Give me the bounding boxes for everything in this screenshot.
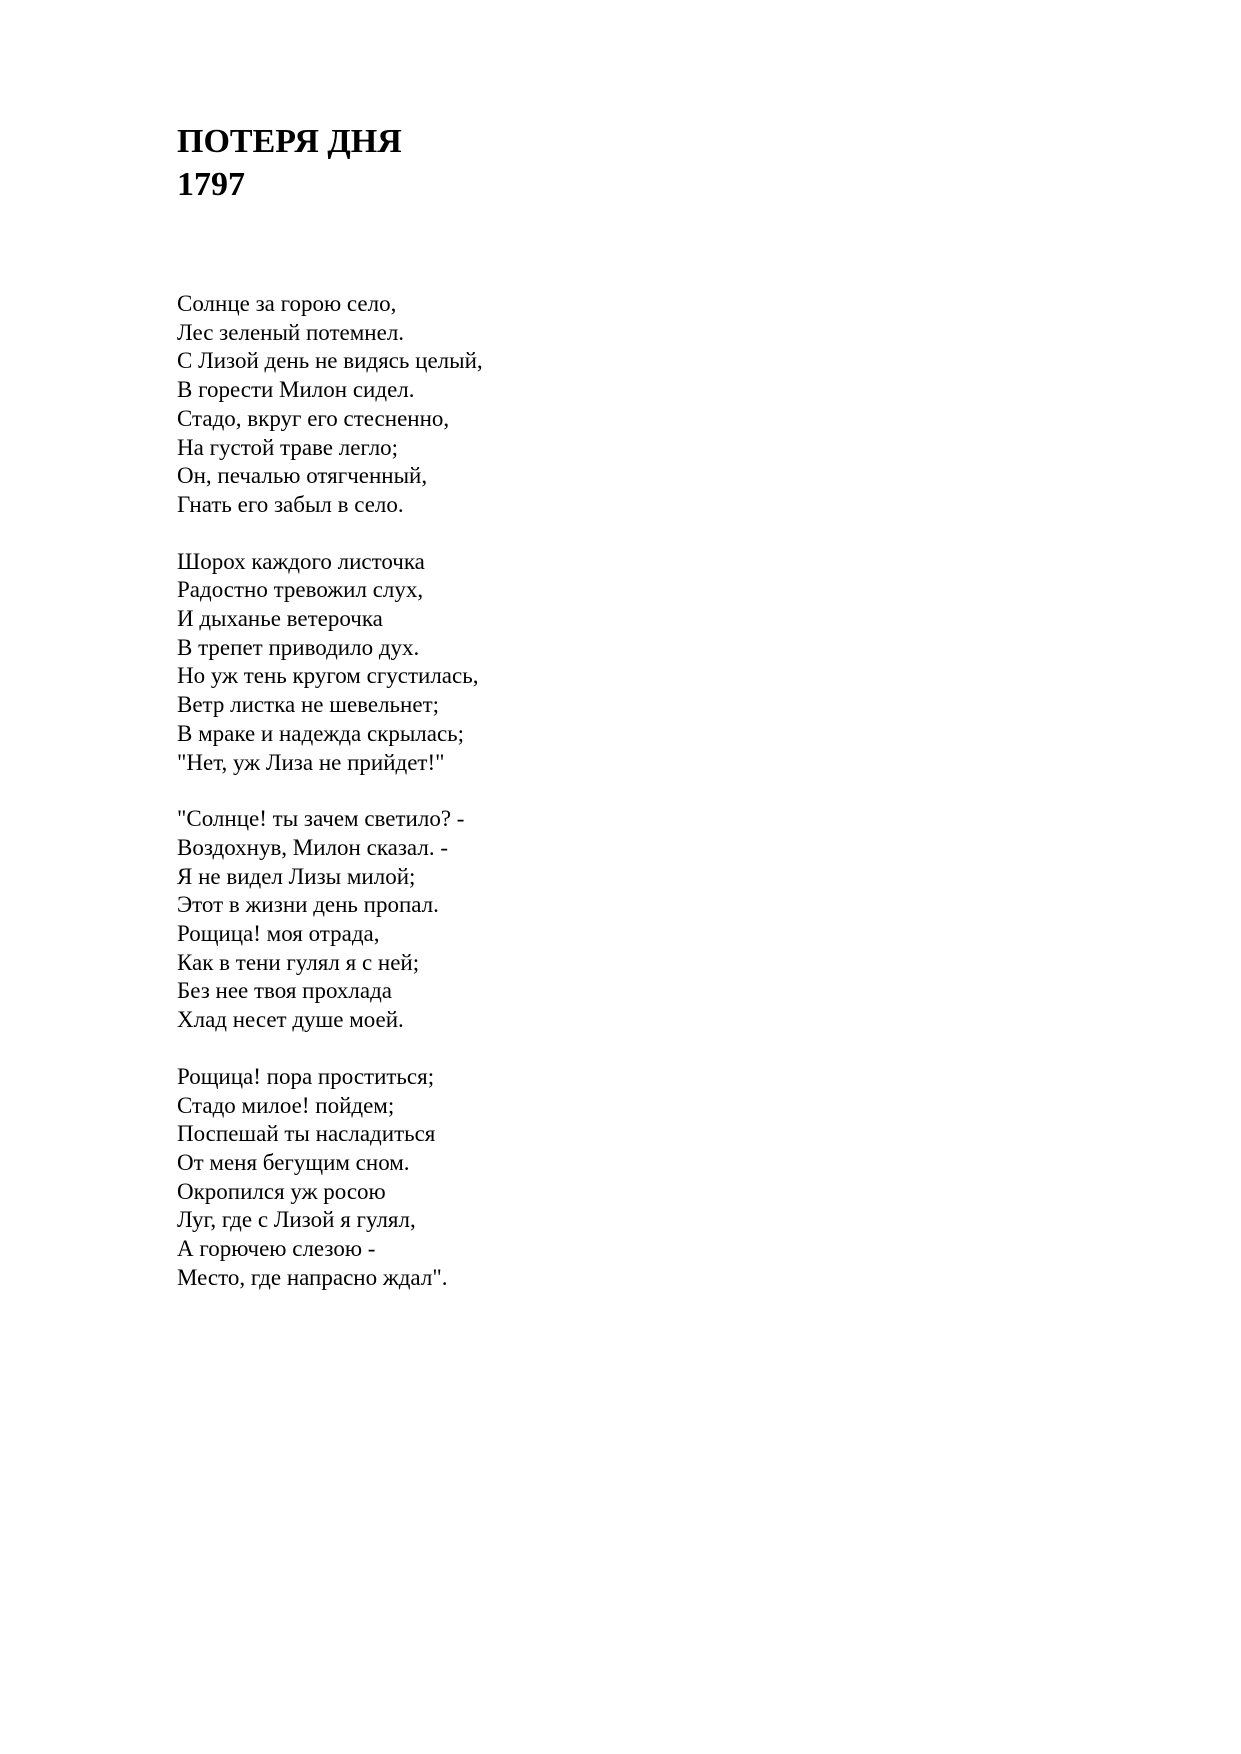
poem-title bbox=[177, 120, 402, 206]
poem-line: Солнце за горою село, bbox=[177, 291, 397, 316]
stanza-4 bbox=[177, 1063, 483, 1293]
poem-line: Но уж тень кругом сгустилась, bbox=[177, 663, 479, 689]
poem-line: Воздохнув, Милон сказал. - bbox=[177, 834, 448, 860]
poem-line: От меня бегущим сном. bbox=[177, 1149, 410, 1175]
poem-line: Гнать его забыл в село. bbox=[177, 491, 404, 517]
poem-line: Поспешай ты насладиться bbox=[177, 1121, 436, 1147]
stanza-1 bbox=[177, 290, 483, 520]
poem-line: Рощица! пора проститься; bbox=[177, 1063, 435, 1089]
poem-line: "Нет, уж Лиза не прийдет!" bbox=[177, 749, 445, 775]
poem-line: Лес зеленый потемнел. bbox=[177, 319, 405, 345]
poem-line: Ветр листка не шевельнет; bbox=[177, 692, 440, 718]
poem-line: Стадо милое! пойдем; bbox=[177, 1092, 395, 1118]
poem-line: Стадо, вкруг его стесненно, bbox=[177, 405, 450, 431]
poem-line: А горючею слезою - bbox=[177, 1236, 376, 1262]
poem-line: Луг, где с Лизой я гулял, bbox=[177, 1207, 416, 1233]
poem-line: Как в тени гулял я с ней; bbox=[177, 949, 420, 975]
poem-line: Место, где напрасно ждал". bbox=[177, 1264, 448, 1290]
poem-line: Этот в жизни день пропал. bbox=[177, 892, 439, 918]
poem-line: В горести Милон сидел. bbox=[177, 377, 415, 403]
stanza-2 bbox=[177, 548, 483, 778]
poem-line: Он, печалью отягченный, bbox=[177, 463, 428, 489]
poem-body bbox=[177, 290, 483, 1293]
poem-line: С Лизой день не видясь целый, bbox=[177, 348, 483, 374]
poem-title-text: ПОТЕРЯ ДНЯ bbox=[177, 123, 402, 160]
poem-line: В трепет приводило дух. bbox=[177, 634, 420, 660]
poem-line: Окропился уж росою bbox=[177, 1178, 386, 1204]
stanza-3 bbox=[177, 805, 483, 1035]
poem-line: На густой траве легло; bbox=[177, 434, 399, 460]
poem-line: Шорох каждого листочка bbox=[177, 548, 425, 574]
poem-line: Хлад несет душе моей. bbox=[177, 1007, 404, 1033]
poem-line: "Солнце! ты зачем светило? - bbox=[177, 806, 465, 832]
poem-year: 1797 bbox=[177, 166, 245, 203]
poem-line: Без нее твоя прохлада bbox=[177, 978, 392, 1004]
poem-line: Радостно тревожил слух, bbox=[177, 577, 424, 603]
poem-line: И дыханье ветерочка bbox=[177, 606, 383, 632]
poem-line: Я не видел Лизы милой; bbox=[177, 863, 416, 889]
poem-line: В мраке и надежда скрылась; bbox=[177, 720, 465, 746]
poem-line: Рощица! моя отрада, bbox=[177, 921, 380, 947]
